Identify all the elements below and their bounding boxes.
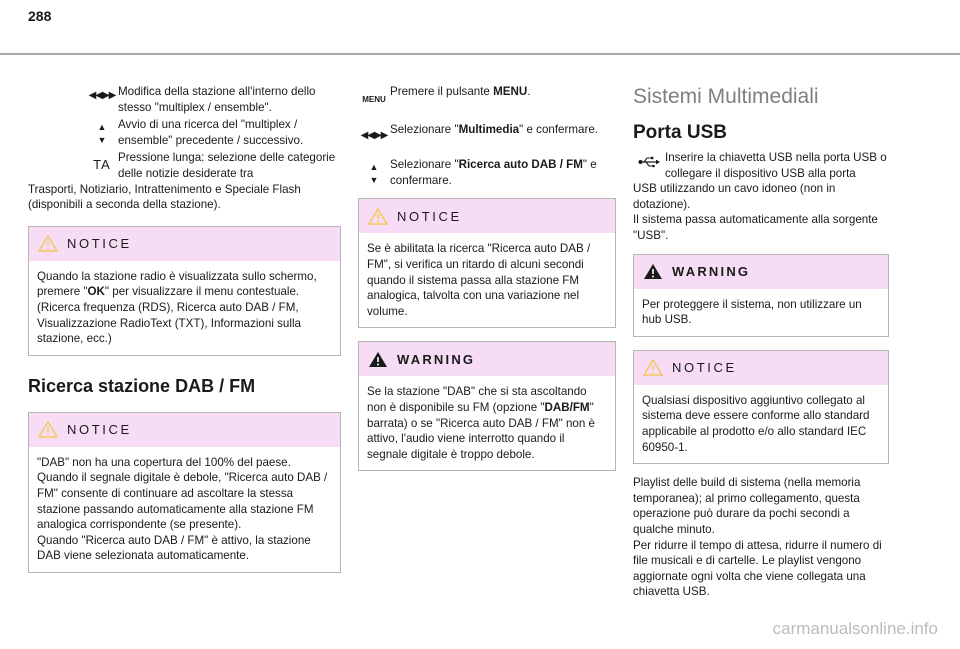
bold-ricerca: Ricerca auto DAB / FM <box>458 158 583 172</box>
text-span: . <box>527 85 531 98</box>
usb-text-auto-source: Il sistema passa automaticamente alla sorgente "USB". <box>633 213 878 242</box>
bold-dabfm: DAB/FM <box>544 400 590 414</box>
notice-paragraph: (Ricerca frequenza (RDS), Ricerca auto DAB / FM, Visualizzazione RadioText (TXT), Informazioni sulla stazione, ecc.) <box>37 300 301 346</box>
notice-body <box>29 447 340 572</box>
item-continuation: Trasporti, Notiziario, Intrattenimento e Speciale Flash (disponibili a seconda della stazione). <box>28 182 301 212</box>
icon-item-updown <box>86 117 341 148</box>
warning-title: WARNING <box>672 263 751 279</box>
notice-paragraph <box>37 269 332 300</box>
notice-title: NOTICE <box>67 235 132 251</box>
column-2 <box>360 84 616 471</box>
notice-paragraph: Quando "Ricerca auto DAB / FM" è attivo, la stazione DAB viene selezionata automaticamente. <box>37 533 311 563</box>
usb-icon <box>633 150 665 168</box>
icon-item-ta <box>86 150 341 181</box>
notice-box-radio <box>28 226 341 356</box>
page-number: 288 <box>28 8 52 24</box>
notice-triangle-icon <box>38 421 58 438</box>
warning-body: Per proteggere il sistema, non utilizzare un hub USB. <box>642 297 862 327</box>
notice-triangle-icon <box>368 208 388 225</box>
text-span: Premere il pulsante <box>390 85 494 98</box>
notice-body <box>29 261 340 355</box>
warning-body <box>359 376 615 470</box>
text-span: Selezionare " <box>390 122 459 136</box>
notice-title: NOTICE <box>397 208 462 224</box>
step-text <box>390 84 616 100</box>
bold-menu: MENU <box>493 85 528 98</box>
item-text: Avvio di una ricerca del "multiplex / ensemble" precedente / successivo. <box>118 118 304 147</box>
step-text <box>390 157 616 188</box>
step-text <box>390 122 616 138</box>
notice-header <box>29 413 340 447</box>
notice-body: Se è abilitata la ricerca "Ricerca auto DAB / FM", si verifica un ritardo di alcuni secondi quando il sistema passa alla stazione FM analogica, talvolta con una variazione nel volume. <box>367 242 591 318</box>
warning-header <box>359 342 615 376</box>
playlist-paragraph: Per ridurre il tempo di attesa, ridurre il numero di file musicali e di cartelle. Le playlist vengono aggiornate ogni volta che viene collegata una chiavetta USB. <box>633 538 882 599</box>
usb-instruction <box>633 150 889 181</box>
up-down-arrows-icon: ▲ ▼ <box>97 122 107 146</box>
section-title-dab: Ricerca stazione DAB / FM <box>28 375 256 396</box>
usb-text-continuation: USB utilizzando un cavo idoneo (non in dotazione). <box>633 182 836 211</box>
bold-multimedia: Multimedia <box>458 122 520 136</box>
warning-triangle-icon <box>368 351 388 368</box>
notice-triangle-icon <box>643 359 663 376</box>
chapter-title: Sistemi Multimediali <box>633 85 819 108</box>
step-ricerca <box>358 157 616 188</box>
step-multimedia <box>358 122 616 144</box>
usb-text: Inserire la chiavetta USB nella porta USB o collegare il dispositivo USB alla porta <box>665 151 887 180</box>
warning-header <box>634 255 888 289</box>
notice-title: NOTICE <box>67 421 132 437</box>
notice-title: NOTICE <box>672 359 737 375</box>
notice-paragraph: Quando il segnale digitale è debole, "Ricerca auto DAB / FM" consente di continuare ad ascoltare la stessa stazione passando automaticamente alla stazione FM analogica corrispondente (se presente). <box>37 471 328 532</box>
section-title-usb: Porta USB <box>633 122 727 143</box>
up-down-arrows-icon: ▲ ▼ <box>369 162 379 186</box>
text-span: Selezionare " <box>390 158 459 172</box>
notice-box-ricerca <box>358 198 616 328</box>
column-3 <box>633 84 889 600</box>
text-span: Se la stazione "DAB" che si sta ascoltando non è disponibile su FM (opzione " <box>367 385 587 414</box>
seek-arrows-icon: ◀◀▶▶ <box>360 129 388 141</box>
warning-box-dab <box>358 341 616 471</box>
notice-paragraph: "DAB" non ha una copertura del 100% del paese. <box>37 455 291 469</box>
warning-box-usb <box>633 254 889 337</box>
notice-header <box>359 199 615 233</box>
text-span: " e confermare. <box>390 158 597 187</box>
item-text: Pressione lunga: selezione delle categorie delle notizie desiderate tra <box>118 151 336 180</box>
notice-header <box>29 227 340 261</box>
warning-triangle-icon <box>643 263 663 280</box>
ta-icon: TA <box>93 157 111 173</box>
text-span: " per visualizzare il menu contestuale. <box>104 285 300 299</box>
notice-box-dab <box>28 412 341 573</box>
icon-item-seek <box>86 84 341 115</box>
watermark: carmanualsonline.info <box>772 619 938 638</box>
notice-header <box>634 351 888 385</box>
notice-body: Qualsiasi dispositivo aggiuntivo collegato al sistema deve essere conforme allo standard applicabile al prodotto e/o allo standard IEC 60950-1. <box>642 393 870 454</box>
column-1 <box>28 84 341 573</box>
playlist-paragraph: Playlist delle build di sistema (nella memoria temporanea); al primo collegamento, questa operazione può durare da pochi secondi a qualche minuto. <box>633 476 861 536</box>
item-text: Modifica della stazione all'interno dello stesso "multiplex / ensemble". <box>118 85 316 114</box>
notice-triangle-icon <box>38 235 58 252</box>
step-menu <box>358 84 616 108</box>
seek-arrows-icon: ◀◀▶▶ <box>88 90 116 101</box>
menu-button-icon: MENU <box>362 95 386 104</box>
text-span: " e confermare. <box>519 122 599 136</box>
text-span: " barrata) o se "Ricerca auto DAB / FM" non è attivo, l'audio viene interrotto quando il segnale digitale è troppo debole. <box>367 400 595 461</box>
warning-title: WARNING <box>397 351 476 367</box>
bold-ok: OK <box>87 285 105 299</box>
notice-box-usb <box>633 350 889 464</box>
header-rule <box>0 53 960 55</box>
text-span: Quando la stazione radio è visualizzata sullo schermo, premere " <box>37 269 317 299</box>
